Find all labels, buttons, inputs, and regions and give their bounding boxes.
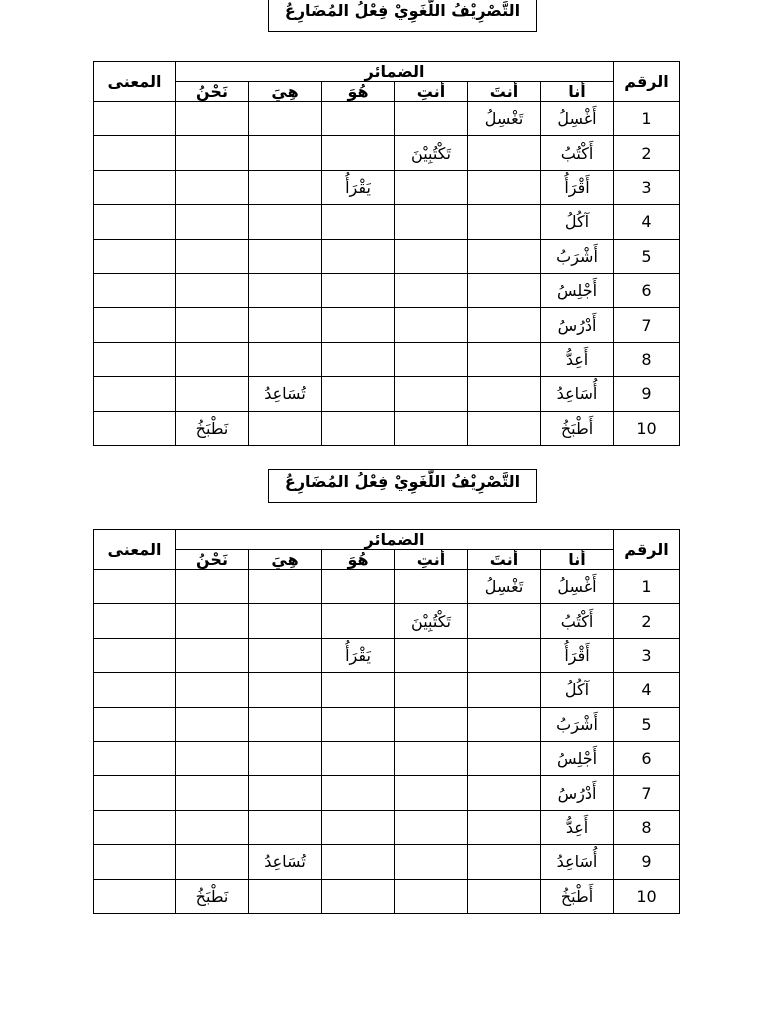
conjugation-cell [322,570,395,604]
meaning-cell [94,845,176,879]
row-number: 1 [614,102,680,136]
conjugation-cell [176,741,249,775]
conjugation-cell [322,377,395,411]
meaning-cell [94,342,176,376]
header-pronoun-anta: أنتَ [468,550,541,570]
header-meaning: المعنى [94,530,176,570]
conjugation-cell: أَجْلِسُ [541,741,614,775]
worksheet-title [268,0,537,32]
row-number: 5 [614,239,680,273]
meaning-cell [94,170,176,204]
meaning-cell [94,205,176,239]
header-pronoun-anta: أنتَ [468,82,541,102]
conjugation-table [93,529,680,914]
conjugation-cell [176,136,249,170]
conjugation-cell [176,342,249,376]
row-number: 9 [614,377,680,411]
header-pronoun-anti: أنتِ [395,82,468,102]
meaning-cell [94,308,176,342]
conjugation-cell [176,638,249,672]
conjugation-cell [322,342,395,376]
conjugation-cell [176,604,249,638]
conjugation-cell [176,239,249,273]
meaning-cell [94,741,176,775]
header-pronoun-nahnu: نَحْنُ [176,82,249,102]
row-number: 4 [614,673,680,707]
table-row [94,845,680,879]
conjugation-cell [176,308,249,342]
conjugation-cell [249,239,322,273]
conjugation-cell: أَشْرَبُ [541,707,614,741]
conjugation-cell: تَكْتُبِيْنَ [395,604,468,638]
meaning-cell [94,102,176,136]
meaning-cell [94,273,176,307]
conjugation-cell [322,673,395,707]
conjugation-cell [249,273,322,307]
conjugation-cell [176,205,249,239]
conjugation-cell [176,377,249,411]
table-row [94,638,680,672]
row-number: 2 [614,136,680,170]
table-row [94,273,680,307]
conjugation-cell [249,810,322,844]
conjugation-cell [395,638,468,672]
row-number: 8 [614,810,680,844]
conjugation-cell [322,308,395,342]
worksheet-title-text: التَّصْرِيْفُ اللُّغَوِيْ فِعْلُ المُضَارِعُ [284,472,521,491]
table-row [94,879,680,913]
conjugation-cell [176,673,249,707]
conjugation-cell [322,741,395,775]
worksheet-title [268,469,537,503]
header-pronoun-nahnu: نَحْنُ [176,550,249,570]
conjugation-cell [176,810,249,844]
header-pronoun-hiya: هِيَ [249,550,322,570]
conjugation-cell [249,170,322,204]
conjugation-cell: أَدْرُسُ [541,776,614,810]
conjugation-cell [395,273,468,307]
table-row [94,239,680,273]
conjugation-cell [468,136,541,170]
conjugation-cell [176,707,249,741]
meaning-cell [94,136,176,170]
meaning-cell [94,239,176,273]
conjugation-cell: أُسَاعِدُ [541,845,614,879]
meaning-cell [94,810,176,844]
header-pronoun-huwa: هُوَ [322,82,395,102]
meaning-cell [94,570,176,604]
conjugation-cell [249,673,322,707]
conjugation-cell: أَكْتُبُ [541,136,614,170]
row-number: 6 [614,273,680,307]
table-row [94,308,680,342]
conjugation-cell [249,879,322,913]
conjugation-cell [249,342,322,376]
header-pronouns-group: الضمائر [176,62,614,82]
conjugation-cell [249,308,322,342]
conjugation-cell [395,879,468,913]
conjugation-cell [395,776,468,810]
conjugation-cell [395,845,468,879]
conjugation-cell: أَجْلِسُ [541,273,614,307]
conjugation-cell [249,136,322,170]
conjugation-cell [395,205,468,239]
conjugation-cell [322,136,395,170]
conjugation-cell [468,673,541,707]
meaning-cell [94,377,176,411]
conjugation-cell: يَقْرَأُ [322,638,395,672]
conjugation-cell [468,707,541,741]
meaning-cell [94,638,176,672]
conjugation-cell: آكُلُ [541,205,614,239]
conjugation-cell [468,845,541,879]
meaning-cell [94,879,176,913]
conjugation-cell [249,638,322,672]
conjugation-cell [322,205,395,239]
conjugation-cell: نَطْبَخُ [176,411,249,445]
table-row [94,102,680,136]
conjugation-cell: يَقْرَأُ [322,170,395,204]
conjugation-cell [249,776,322,810]
table-row [94,741,680,775]
conjugation-cell [468,342,541,376]
table-row [94,707,680,741]
conjugation-cell: آكُلُ [541,673,614,707]
conjugation-cell: أَعِدُّ [541,810,614,844]
table-row [94,377,680,411]
conjugation-cell [249,411,322,445]
row-number: 7 [614,308,680,342]
header-pronoun-huwa: هُوَ [322,550,395,570]
conjugation-cell [468,411,541,445]
conjugation-cell [322,879,395,913]
conjugation-cell [322,239,395,273]
row-number: 1 [614,570,680,604]
conjugation-cell: أَطْبَخُ [541,411,614,445]
worksheet-title-text: التَّصْرِيْفُ اللُّغَوِيْ فِعْلُ المُضَارِعُ [284,1,521,20]
conjugation-cell: نَطْبَخُ [176,879,249,913]
conjugation-cell [468,308,541,342]
conjugation-cell [249,741,322,775]
row-number: 2 [614,604,680,638]
row-number: 8 [614,342,680,376]
conjugation-cell [322,604,395,638]
header-pronouns-group: الضمائر [176,530,614,550]
conjugation-cell [468,638,541,672]
conjugation-cell [468,377,541,411]
table-row [94,411,680,445]
conjugation-cell [395,810,468,844]
conjugation-cell [176,102,249,136]
table-row [94,604,680,638]
conjugation-cell [322,273,395,307]
conjugation-cell: تُسَاعِدُ [249,845,322,879]
conjugation-cell: أَقْرَأُ [541,170,614,204]
conjugation-cell: تَكْتُبِيْنَ [395,136,468,170]
conjugation-cell [395,707,468,741]
header-pronoun-ana: أنا [541,82,614,102]
conjugation-cell: تُسَاعِدُ [249,377,322,411]
conjugation-cell [468,741,541,775]
row-number: 9 [614,845,680,879]
conjugation-cell [395,411,468,445]
table-row [94,810,680,844]
header-pronoun-anti: أنتِ [395,550,468,570]
row-number: 6 [614,741,680,775]
conjugation-cell: أَغْسِلُ [541,570,614,604]
conjugation-cell [395,308,468,342]
header-pronoun-hiya: هِيَ [249,82,322,102]
conjugation-cell: أَدْرُسُ [541,308,614,342]
header-number: الرقم [614,62,680,102]
meaning-cell [94,673,176,707]
conjugation-cell [176,845,249,879]
conjugation-cell [395,570,468,604]
meaning-cell [94,776,176,810]
row-number: 3 [614,170,680,204]
meaning-cell [94,707,176,741]
meaning-cell [94,411,176,445]
row-number: 5 [614,707,680,741]
conjugation-cell [395,342,468,376]
conjugation-cell [468,879,541,913]
conjugation-cell: أَطْبَخُ [541,879,614,913]
conjugation-cell: أَعِدُّ [541,342,614,376]
table-row [94,570,680,604]
conjugation-cell: أَقْرَأُ [541,638,614,672]
conjugation-cell [322,776,395,810]
conjugation-cell: أَغْسِلُ [541,102,614,136]
header-number: الرقم [614,530,680,570]
conjugation-cell [468,205,541,239]
conjugation-cell [395,377,468,411]
conjugation-cell [468,810,541,844]
conjugation-cell [395,239,468,273]
table-row [94,342,680,376]
conjugation-cell [468,239,541,273]
row-number: 10 [614,411,680,445]
conjugation-cell [468,273,541,307]
conjugation-cell [322,102,395,136]
row-number: 10 [614,879,680,913]
meaning-cell [94,604,176,638]
conjugation-cell [468,170,541,204]
conjugation-cell [395,673,468,707]
table-row [94,205,680,239]
conjugation-cell [468,604,541,638]
conjugation-cell [249,102,322,136]
conjugation-cell [322,707,395,741]
header-meaning: المعنى [94,62,176,102]
conjugation-cell [395,741,468,775]
conjugation-cell [322,810,395,844]
table-row [94,673,680,707]
conjugation-cell [249,205,322,239]
conjugation-cell [176,273,249,307]
conjugation-cell: أَشْرَبُ [541,239,614,273]
conjugation-cell [176,570,249,604]
row-number: 7 [614,776,680,810]
conjugation-cell: أَكْتُبُ [541,604,614,638]
conjugation-cell [468,776,541,810]
conjugation-cell: تَغْسِلُ [468,102,541,136]
row-number: 4 [614,205,680,239]
conjugation-cell [322,845,395,879]
conjugation-cell [249,707,322,741]
conjugation-table [93,61,680,446]
row-number: 3 [614,638,680,672]
conjugation-cell [395,102,468,136]
conjugation-cell [249,604,322,638]
table-row [94,170,680,204]
conjugation-cell [395,170,468,204]
conjugation-cell [322,411,395,445]
conjugation-cell [249,570,322,604]
conjugation-cell [176,776,249,810]
table-row [94,136,680,170]
conjugation-cell: أُسَاعِدُ [541,377,614,411]
header-pronoun-ana: أنا [541,550,614,570]
conjugation-cell [176,170,249,204]
conjugation-cell: تَغْسِلُ [468,570,541,604]
table-row [94,776,680,810]
